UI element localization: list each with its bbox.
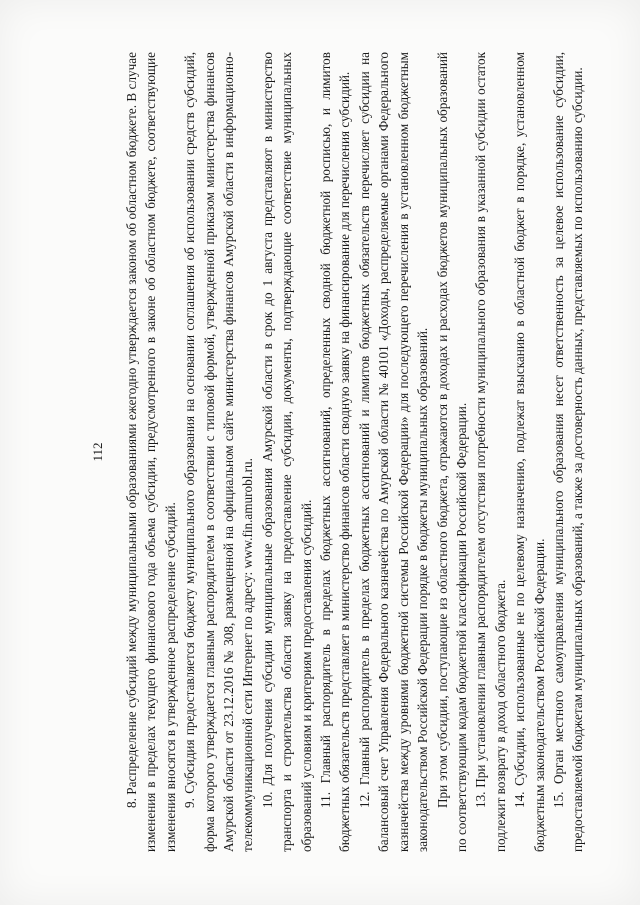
body-text: [122, 52, 588, 852]
paragraph-9: 9. Субсидия предоставляется бюджету муниципального образования на основании соглашения об использовании средств субсидий, форма которого утверждается главным распорядителем в соответствии с типовой формой, утвержденной приказом министерства финансов Амурской области от 23.12.2016 № 308, размещенной на официальном сайте министерства финансов Амурской области в информационно-телекоммуникационной сети Интернет по адресу: www.fin.amurobl.ru.: [182, 52, 256, 852]
paragraph-14: 14. Субсидии, использованные не по целевому назначению, подлежат взысканию в областной бюджет в порядке, установленном бюджетным законодательством Российской Федерации.: [512, 52, 547, 852]
paragraph-8: 8. Распределение субсидий между муниципальными образованиями ежегодно утверждается законом об областном бюджете. В случае изменения в пределах текущего финансового года объема субсидии, предусмотренного в законе об областном бюджете, соответствующие изменения вносятся в утвержденное распределение субсидий.: [124, 52, 178, 852]
paragraph-13: 13. При установлении главным распорядителем отсутствия потребности муниципального образования в указанной субсидии остаток подлежит возврату в доход областного бюджета.: [473, 52, 508, 852]
paragraph-12: 12. Главный распорядитель в пределах бюджетных ассигнований и лимитов бюджетных обязательств перечисляет субсидии на балансовый счет Управления Федерального казначейства по Амурской области № 40101 «Доходы, распределяемые органами Федерального казначейства между уровнями бюджетной системы Российской Федерации» для последующего перечисления в установленном бюджетным законодательством Российской Федерации порядке в бюджеты муниципальных образований.: [356, 52, 431, 852]
rotated-content: [60, 52, 586, 852]
paragraph-15: 15. Орган местного самоуправления муниципального образования несет ответственность за целевое использование субсидии, предоставляемой бюджетам муниципальных образований, а также за достоверность данных, представляемых по использованию субсидии.: [550, 52, 586, 852]
paragraph-12-note: При этом субсидии, поступающие из областного бюджета, отражаются в доходах и расходах бюджетов муниципальных образований по соответствующим кодам бюджетной классификации Российской Федерации.: [434, 52, 469, 852]
paragraph-11: 11. Главный распорядитель в пределах бюджетных ассигнований, определенных сводной бюджетной росписью, и лимитов бюджетных обязательств представляет в министерство финансов области сводную заявку на финансирование для перечисления субсидий.: [318, 52, 353, 852]
page-number: 112: [90, 442, 105, 462]
paragraph-10: 10. Для получения субсидии муниципальные образования Амурской области в срок до 1 августа представляют в министерство транспорта и строительства области заявку на предоставление субсидии, документы, подтверждающие соответствие муниципальных образований условиям и критериям предоставления субсидий.: [259, 52, 314, 852]
